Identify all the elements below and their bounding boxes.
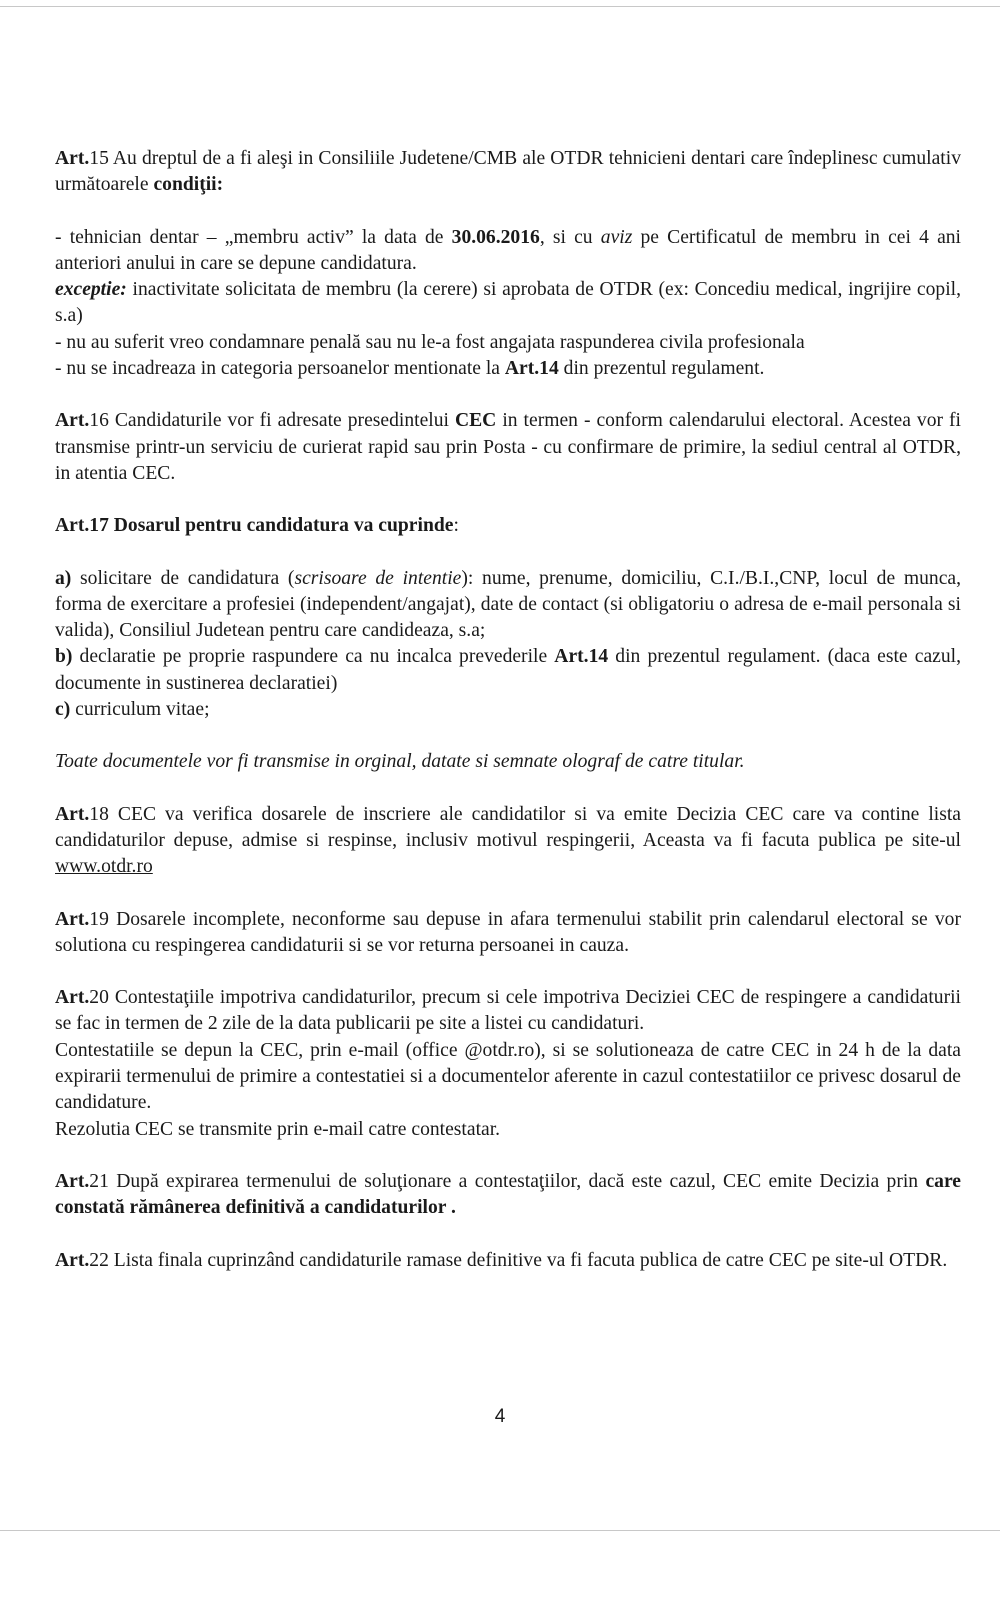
- article-17-heading: Art.17 Dosarul pentru candidatura va cuprinde:: [55, 515, 459, 537]
- article-number: 20: [89, 987, 109, 1009]
- article-19: Art.19 Dosarele incomplete, neconforme sau depuse in afara termenului stabilit prin calendarul electoral se vor solutiona cu respingerea candidaturii si se vor returna persoanei in cauza.: [55, 908, 961, 956]
- article-label: Art.: [55, 1170, 90, 1192]
- article-20-resolution: Rezolutia CEC se transmite prin e-mail catre contestatar.: [55, 1118, 501, 1140]
- dossier-item-c: c) curriculum vitae;: [55, 699, 210, 721]
- condition-item: - nu se incadreaza in categoria persoanelor mentionate la Art.14 din prezentul regulament.: [55, 358, 765, 380]
- article-number: 16: [89, 410, 109, 432]
- article-number: 18: [89, 803, 109, 825]
- document-page: [55, 146, 961, 1274]
- article-label: Art.: [55, 987, 90, 1009]
- article-label: Art.: [55, 803, 90, 825]
- page-top-divider: [0, 6, 1000, 7]
- article-label: Art.: [55, 908, 90, 930]
- article-22: Art.22 Lista finala cuprinzând candidaturile ramase definitive va fi facuta publica de catre CEC pe site-ul OTDR.: [55, 1249, 948, 1271]
- article-label: Art.: [55, 1249, 90, 1271]
- article-15-intro: Art.15 Au dreptul de a fi aleşi in Consiliile Judetene/CMB ale OTDR tehnicieni dentari care îndeplinesc cumulativ următoarele condiţii:: [55, 148, 961, 196]
- page-number: 4: [494, 1406, 506, 1427]
- condition-item: - nu au suferit vreo condamnare penală sau nu le-a fost angajata raspunderea civila profesionala: [55, 331, 805, 353]
- dossier-item-b: b) declaratie pe proprie raspundere ca nu incalca prevederile Art.14 din prezentul regulament. (daca este cazul, documente in sustinerea declaratiei): [55, 646, 961, 694]
- article-number: 21: [89, 1170, 109, 1192]
- article-number: 15: [89, 148, 109, 169]
- article-17: [55, 513, 961, 775]
- article-number: 19: [89, 908, 109, 930]
- article-label: Art.: [55, 148, 90, 169]
- article-18: Art.18 CEC va verifica dosarele de inscriere ale candidatilor si va emite Decizia CEC care va contine lista candidaturilor depuse, admise si respinse, inclusiv motivul respingerii, Aceasta va fi facuta publica pe site-ul www.otdr.ro: [55, 803, 961, 878]
- website-link[interactable]: www.otdr.ro: [55, 856, 153, 878]
- article-20: Art.20 Contestaţiile impotriva candidaturilor, precum si cele impotriva Deciziei CEC de respingere a candidaturii se fac in termen de 2 zile de la data publicarii pe site a listei cu candidaturi. Contestatiile se depun la CEC, prin e-mail (office @otdr.ro), si se solutioneaza de catre CEC in 24 h de la data expirarii termenului de primire a contestatiei si a documentelor aferente in cazul contestatiilor ce privesc dosarul de candidature. Rezolutia CEC se transmite prin e-mail catre contestatar.: [55, 985, 961, 1143]
- article-15: [55, 146, 961, 382]
- documents-note: Toate documentele vor fi transmise in orginal, datate si semnate olograf de catre titular.: [55, 751, 745, 773]
- condition-item: - tehnician dentar – „membru activ” la data de 30.06.2016, si cu aviz pe Certificatul de membru in cei 4 ani anteriori anului in care se depune candidatura.: [55, 226, 962, 274]
- article-21: Art.21 După expirarea termenului de soluţionare a contestaţiilor, dacă este cazul, CEC emite Decizia prin care constată rămânerea definitivă a candidaturilor .: [55, 1170, 961, 1219]
- exception-note: exceptie: inactivitate solicitata de membru (la cerere) si aprobata de OTDR (ex: Concediu medical, ingrijire copil, s.a): [55, 279, 961, 327]
- dossier-item-a: a) solicitare de candidatura (scrisoare de intentie): nume, prenume, domiciliu, C.I./B.I.,CNP, locul de munca, forma de exercitare a profesiei (independent/angajat), date de contact (si obligatoriu o adresa de e-mail personala si valida), Consiliul Judetean pentru care candideaza, s.a;: [55, 567, 961, 642]
- article-label: Art.: [55, 410, 90, 432]
- article-20-submission: Contestatiile se depun la CEC, prin e-mail (office @otdr.ro), si se solutioneaza de catre CEC in 24 h de la data expirarii termenului de primire a contestatiei si a documentelor aferente in cazul contestatiilor ce privesc dosarul de candidature.: [55, 1039, 961, 1114]
- article-16: Art.16 Candidaturile vor fi adresate presedintelui CEC in termen - conform calendarului electoral. Acestea vor fi transmise printr-un serviciu de curierat rapid sau prin Posta - cu confirmare de primire, la sediul central al OTDR, in atentia CEC.: [55, 410, 961, 484]
- article-number: 22: [89, 1249, 109, 1271]
- page-bottom-divider: [0, 1530, 1000, 1531]
